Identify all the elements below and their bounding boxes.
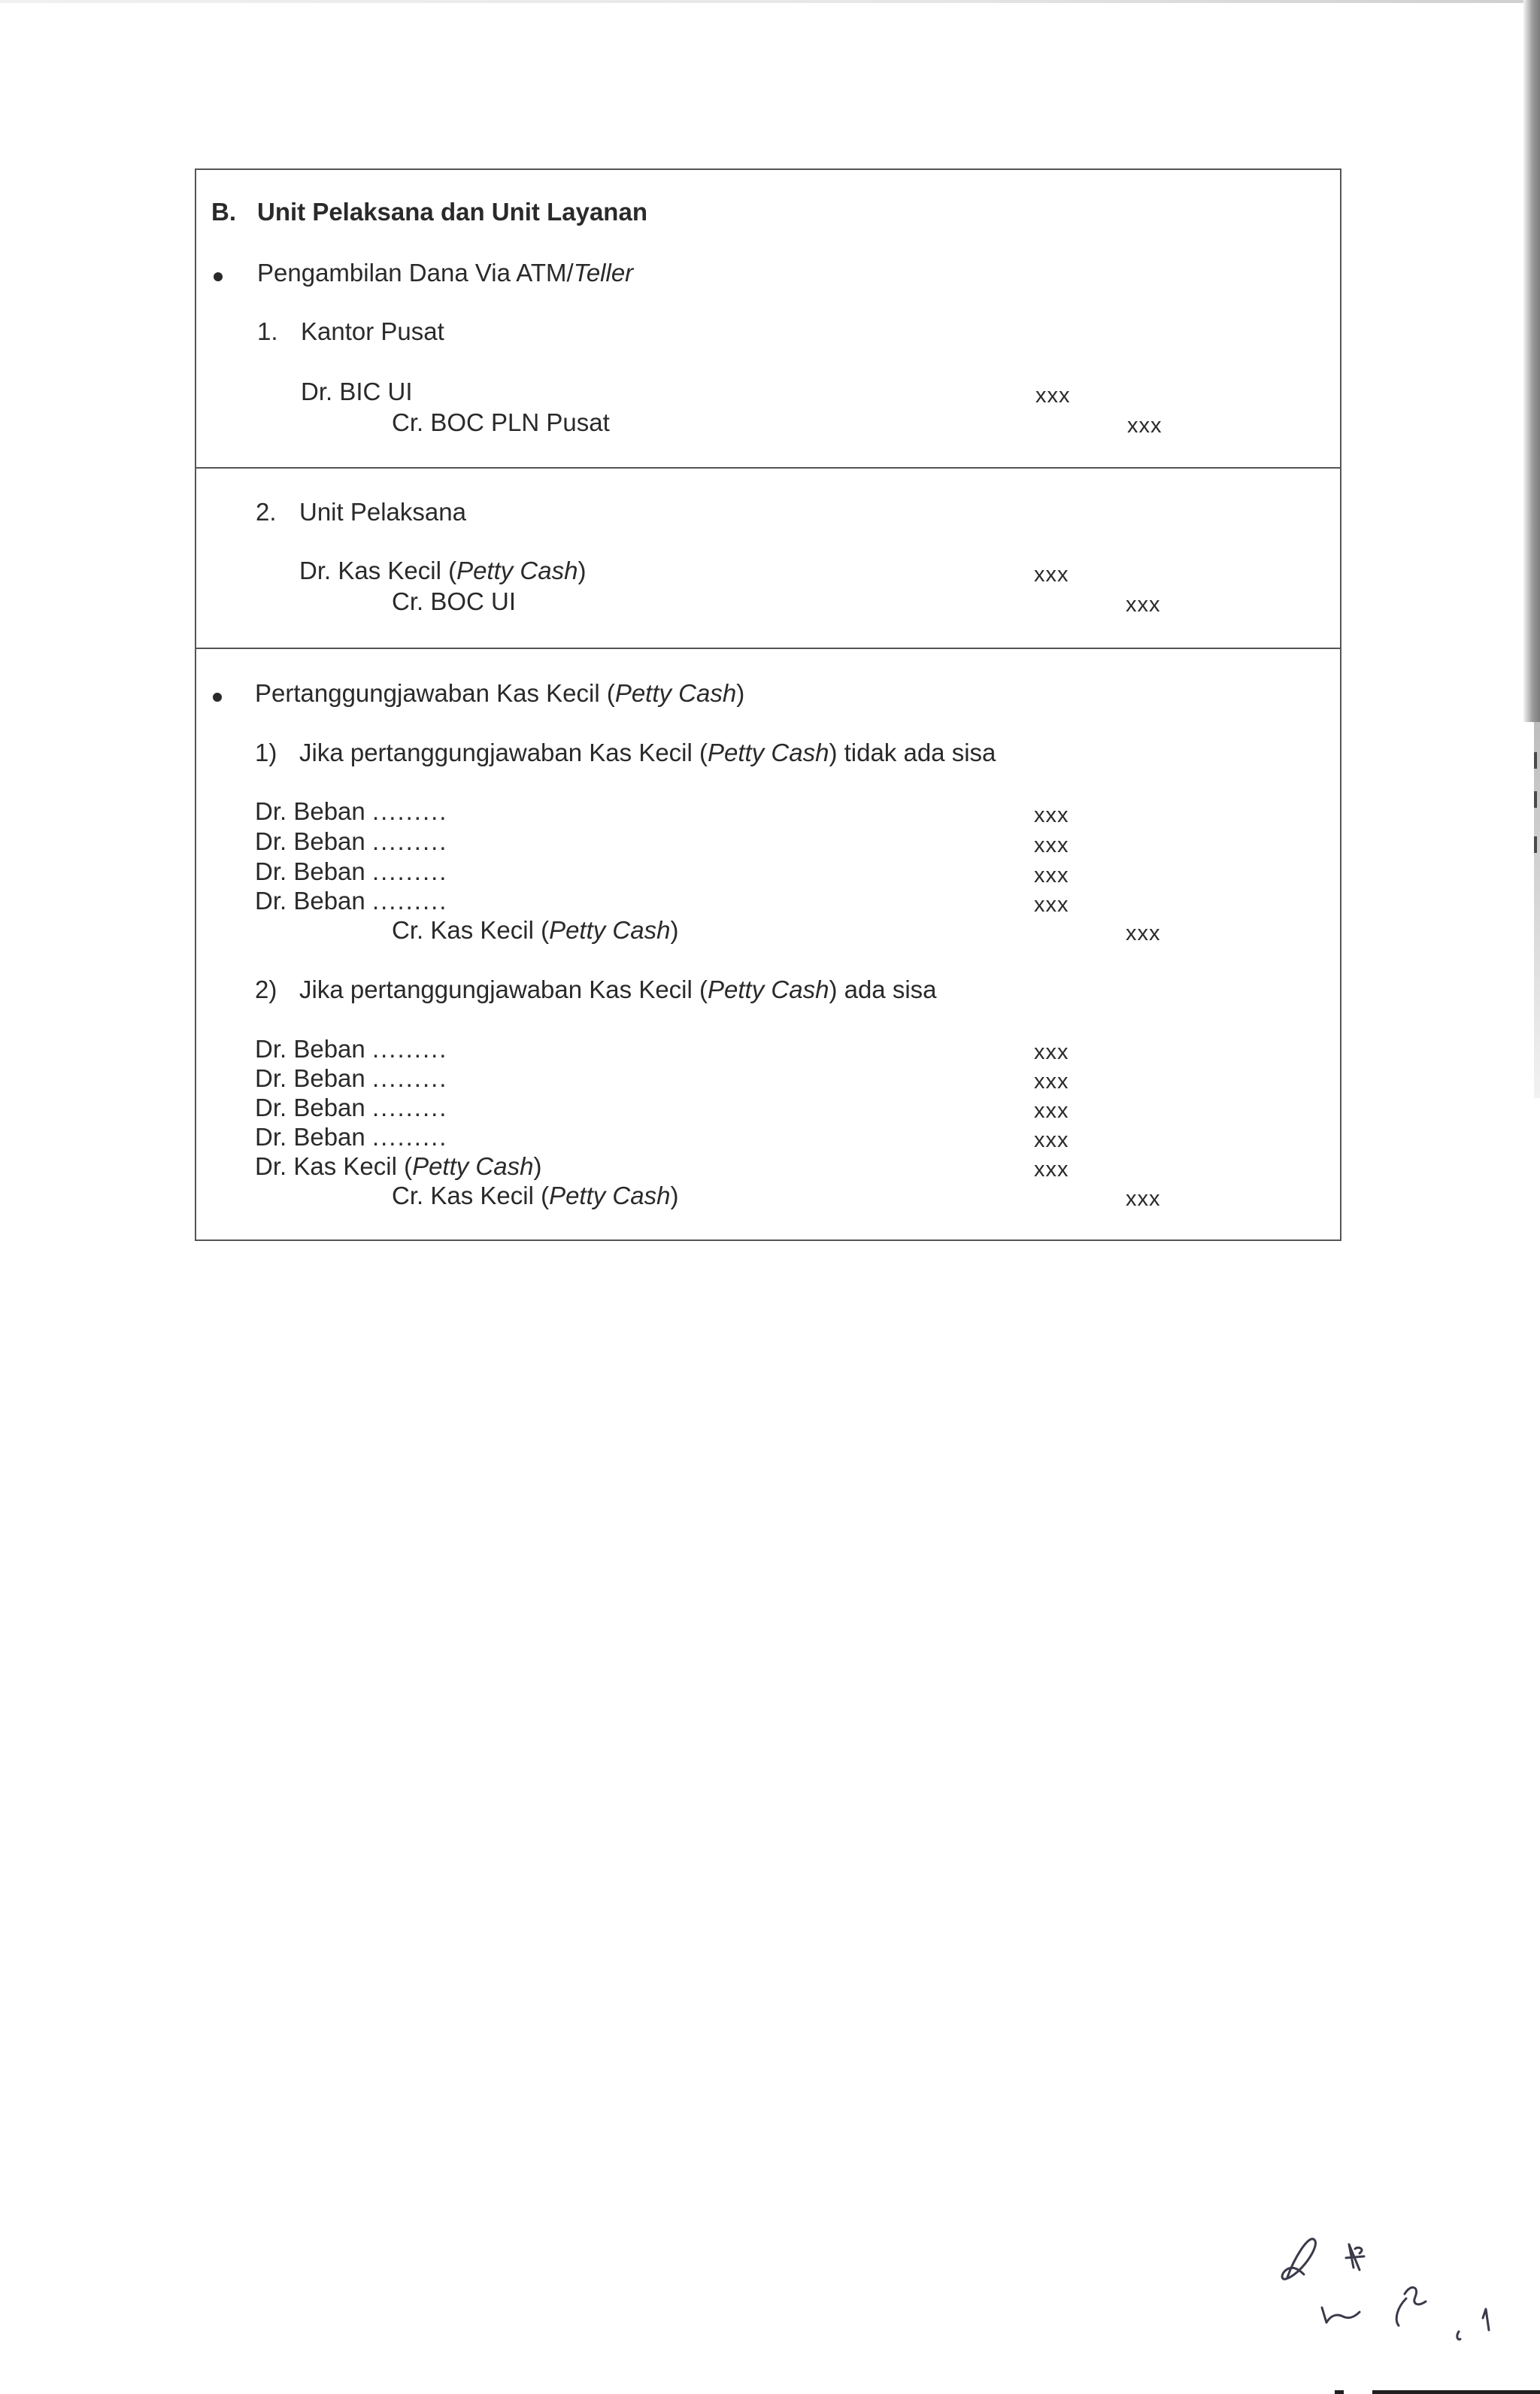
- initial-stroke: [1483, 2309, 1489, 2330]
- scan-top-strip: [0, 0, 1540, 3]
- item2-credit-label: Cr. BOC UI: [392, 587, 517, 615]
- item1-title: Kantor Pusat: [301, 317, 444, 345]
- case2-debit-amount: xxx: [1034, 1040, 1069, 1064]
- case1-debit-amount: xxx: [1034, 863, 1069, 888]
- edge-mark: [1534, 836, 1537, 853]
- section-title: Unit Pelaksana dan Unit Layanan: [257, 198, 647, 226]
- case1-debit-row: Dr. Beban .........: [255, 857, 448, 885]
- edge-mark: [1534, 752, 1537, 769]
- row-divider: [196, 467, 1340, 469]
- case1-debit-amount: xxx: [1034, 893, 1069, 917]
- scan-right-edge: [1523, 0, 1540, 722]
- case2-debit-row: Dr. Beban .........: [255, 1123, 448, 1151]
- bottom-mark: [1372, 2390, 1540, 2394]
- case2-credit-amount: xxx: [1126, 1187, 1161, 1211]
- group1-heading: Pengambilan Dana Via ATM/Teller: [257, 259, 634, 287]
- item2-number: 2.: [256, 498, 277, 526]
- row-divider: [196, 648, 1340, 649]
- bullet-icon: [214, 272, 223, 281]
- case1-debit-amount: xxx: [1034, 833, 1069, 857]
- item1-number: 1.: [257, 317, 278, 345]
- case2-debit-row: Dr. Beban .........: [255, 1035, 448, 1063]
- case2-debit-row: Dr. Beban .........: [255, 1094, 448, 1121]
- item1-credit-amount: xxx: [1127, 414, 1163, 438]
- initial-stroke: [1396, 2287, 1426, 2326]
- item2-title: Unit Pelaksana: [299, 498, 466, 526]
- case1-debit-row: Dr. Beban .........: [255, 827, 448, 855]
- item2-debit-amount: xxx: [1034, 563, 1069, 587]
- case2-debit-amount: xxx: [1034, 1070, 1069, 1094]
- initial-stroke: [1346, 2244, 1364, 2270]
- case2-debit-kas-label: Dr. Kas Kecil (Petty Cash): [255, 1152, 542, 1180]
- case2-debit-amount: xxx: [1034, 1128, 1069, 1152]
- group2-heading: Pertanggungjawaban Kas Kecil (Petty Cash): [255, 679, 745, 707]
- case1-description: Jika pertanggungjawaban Kas Kecil (Petty Cash) tidak ada sisa: [299, 739, 996, 766]
- initial-stroke: [1282, 2239, 1315, 2279]
- case1-number: 1): [255, 739, 277, 766]
- case2-description: Jika pertanggungjawaban Kas Kecil (Petty Cash) ada sisa: [299, 976, 937, 1003]
- journal-table-frame: [195, 168, 1341, 1241]
- case1-debit-row: Dr. Beban .........: [255, 887, 448, 915]
- item1-debit-label: Dr. BIC UI: [301, 378, 413, 405]
- case1-credit-label: Cr. Kas Kecil (Petty Cash): [392, 916, 679, 944]
- case1-debit-amount: xxx: [1034, 803, 1069, 827]
- case2-debit-amount: xxx: [1034, 1099, 1069, 1123]
- case2-number: 2): [255, 976, 277, 1003]
- item1-debit-amount: xxx: [1035, 384, 1071, 408]
- case2-debit-kas-amount: xxx: [1034, 1158, 1069, 1182]
- initial-stroke: [1457, 2332, 1460, 2339]
- item2-debit-label: Dr. Kas Kecil (Petty Cash): [299, 557, 587, 584]
- scan-right-edge-lower: [1534, 722, 1540, 1098]
- item1-credit-label: Cr. BOC PLN Pusat: [392, 408, 610, 436]
- section-letter: B.: [211, 198, 236, 226]
- initial-stroke: [1322, 2308, 1360, 2323]
- case1-debit-row: Dr. Beban .........: [255, 797, 448, 825]
- case2-debit-row: Dr. Beban .........: [255, 1064, 448, 1092]
- case1-credit-amount: xxx: [1126, 921, 1161, 945]
- bullet-icon: [213, 693, 222, 702]
- handwritten-initials: [1271, 2219, 1519, 2377]
- edge-mark: [1534, 791, 1537, 808]
- item2-credit-amount: xxx: [1126, 593, 1161, 617]
- case2-credit-label: Cr. Kas Kecil (Petty Cash): [392, 1182, 679, 1209]
- bottom-mark: [1335, 2390, 1344, 2394]
